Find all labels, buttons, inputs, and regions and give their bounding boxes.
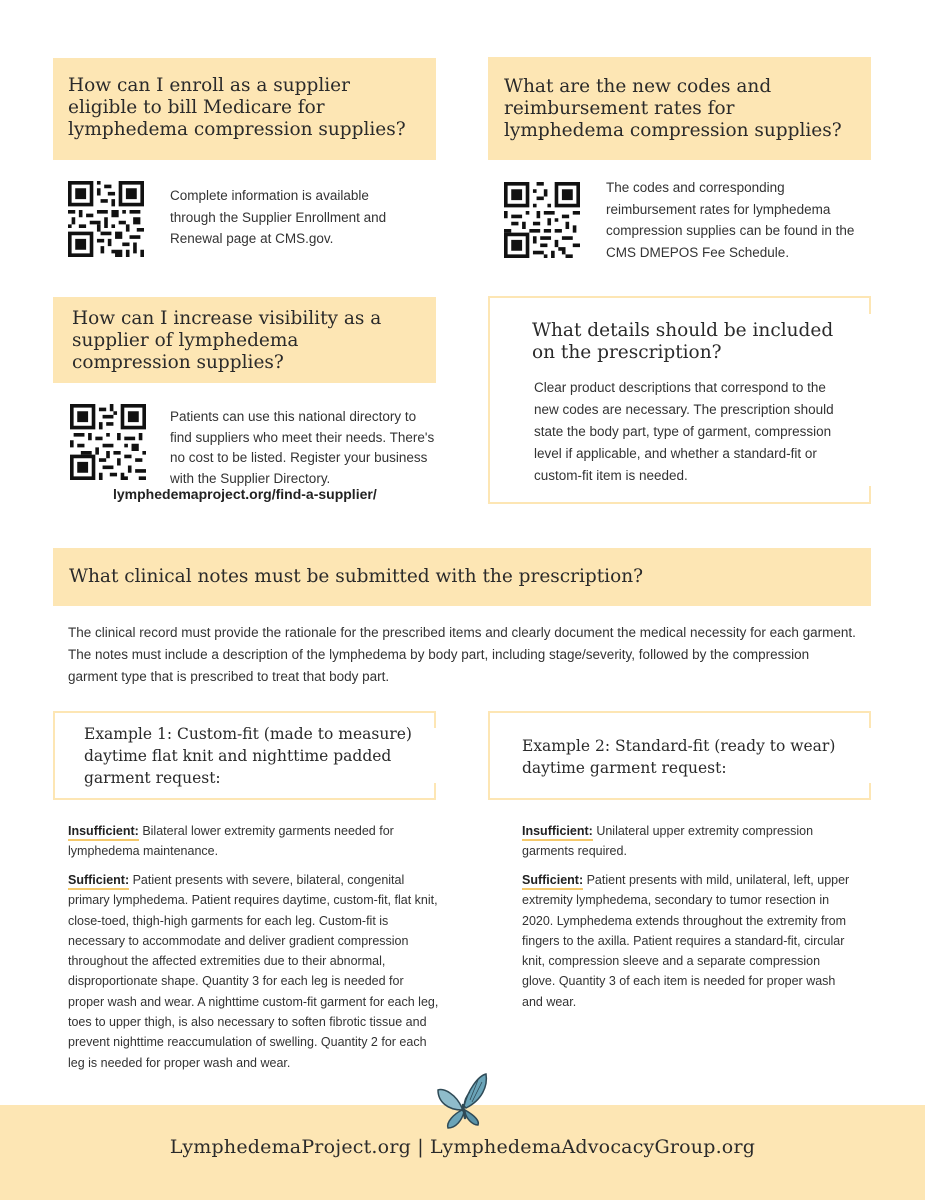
prescription-question: What details should be included on the prescription?: [532, 320, 834, 363]
prescription-answer: Clear product descriptions that correspond to the new codes are necessary. The prescription should state the body part, type of garment, compression level if applicable, and whether a standard-fit or custom-fit item is needed.: [534, 380, 834, 483]
enroll-qr-code[interactable]: [68, 181, 144, 257]
enroll-question: How can I enroll as a supplier eligible to bill Medicare for lymphedema compression supplies?: [68, 75, 406, 140]
codes-question-box: [488, 57, 871, 160]
visibility-answer: Patients can use this national directory to find suppliers who meet their needs. There's no cost to be listed. Register your business with the Supplier Directory.: [170, 409, 435, 486]
codes-answer: The codes and corresponding reimbursement rates for lymphedema compression supplies can be found in the CMS DMEPOS Fee Schedule.: [606, 180, 855, 260]
example-2-sufficient-label: Sufficient:: [522, 873, 583, 890]
enroll-question-box: [53, 58, 436, 160]
example-2-insufficient: [522, 821, 852, 862]
example-1-sufficient: [68, 870, 443, 1073]
visibility-question-box: [53, 297, 436, 383]
example-2-sufficient: [522, 870, 852, 1012]
clinical-question-box: [53, 548, 871, 606]
example-1-sufficient-text: Patient presents with severe, bilateral, congenital primary lymphedema. Patient requires daytime, custom-fit, flat knit, close-toed, thigh-high garments for each leg. Custom-fit is necessary to accommodate and deliver gradient compression throughout the affected extremities due to their abnormal, disproportionate shape. Quantity 3 for each leg is needed for proper wash and wear. A nighttime custom-fit garment for each leg, toes to upper thigh, is also necessary to soften fibrotic tissue and prevent nighttime reaccumulation of swelling. Quantity 2 for each leg is needed for proper wash and wear.: [68, 873, 439, 1070]
example-1-sufficient-label: Sufficient:: [68, 873, 129, 890]
butterfly-icon: [434, 1070, 490, 1132]
enroll-answer: Complete information is available through the Supplier Enrollment and Renewal page at CMS.gov.: [170, 188, 387, 246]
example-1-title: Example 1: Custom-fit (made to measure) daytime flat knit and nighttime padded garment request:: [84, 725, 412, 787]
visibility-qr-code[interactable]: [70, 404, 146, 480]
codes-question: What are the new codes and reimbursement rates for lymphedema compression supplies?: [504, 76, 842, 141]
codes-qr-code[interactable]: [504, 182, 580, 258]
example-1-insufficient-text: Bilateral lower extremity garments needed for lymphedema maintenance.: [68, 824, 394, 859]
clinical-answer: The clinical record must provide the rationale for the prescribed items and clearly document the medical necessity for each garment. The notes must include a description of the lymphedema by body part, including stage/severity, followed by the compression garment type that is prescribed to treat that body part.: [68, 625, 856, 684]
prescription-outline-mask: [866, 314, 874, 486]
supplier-directory-link[interactable]: lymphedemaproject.org/find-a-supplier/: [113, 486, 377, 502]
footer-links[interactable]: LymphedemaProject.org | LymphedemaAdvocacyGroup.org: [169, 1136, 756, 1158]
clinical-question: What clinical notes must be submitted with the prescription?: [69, 566, 644, 587]
example-2-outline-mask: [866, 728, 874, 783]
example-1-insufficient: [68, 821, 428, 862]
example-2-sufficient-text: Patient presents with mild, unilateral, left, upper extremity lymphedema, secondary to tumor resection in 2020. Lymphedema extends throughout the extremity from fingers to the axilla. Patient requires a standard-fit, circular knit, compression sleeve and a separate compression glove. Quantity 3 of each item is needed for proper wash and wear.: [522, 873, 850, 1009]
example-1-outline-mask: [431, 728, 439, 783]
example-2-insufficient-text: Unilateral upper extremity compression garments required.: [522, 824, 814, 859]
example-2-title: Example 2: Standard-fit (ready to wear) daytime garment request:: [522, 737, 836, 777]
example-1-insufficient-label: Insufficient:: [68, 824, 139, 841]
visibility-question: How can I increase visibility as a supplier of lymphedema compression supplies?: [72, 308, 382, 373]
example-2-insufficient-label: Insufficient:: [522, 824, 593, 841]
